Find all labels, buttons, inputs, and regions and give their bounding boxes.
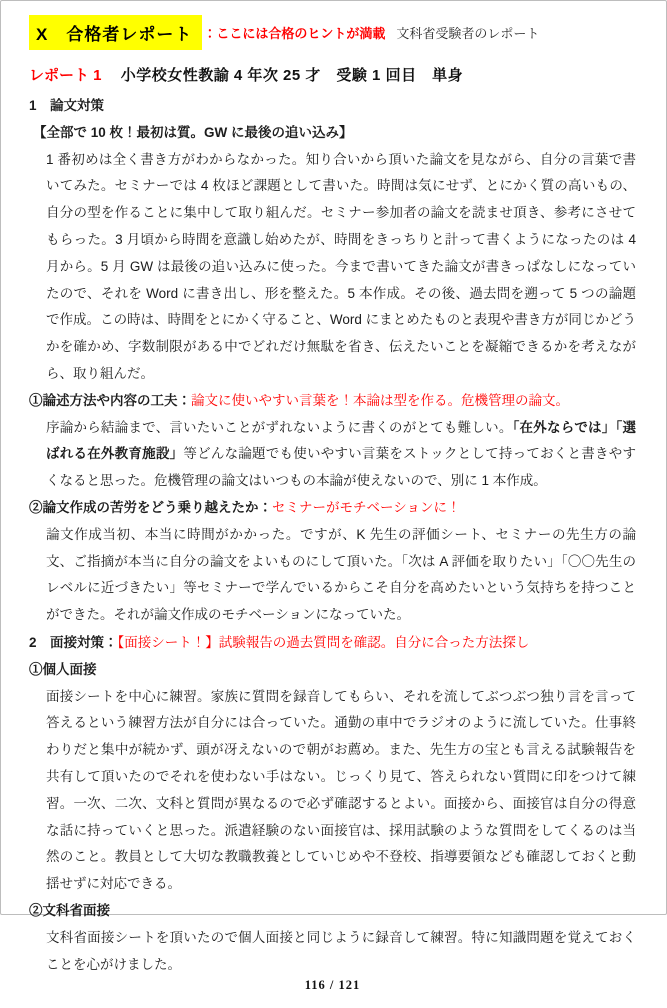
page-number: 116 / 121 (304, 978, 361, 993)
text-segment-bold: ①個人面接 (29, 661, 97, 677)
method-paragraph (46, 415, 636, 495)
page-title (29, 15, 636, 50)
point-1-method-heading (29, 388, 636, 415)
essay-summary-heading (33, 120, 636, 147)
text-segment-bold: 「在外ならでは」「選ばれる在外教育施設」 (46, 419, 636, 462)
text-segment-red: セミナーがモチベーションに！ (272, 499, 461, 515)
text-segment-bold: ①論述方法や内容の工夫： (29, 392, 191, 408)
mext-interview-paragraph (46, 925, 636, 979)
text-segment-plain: 文科省面接シートを頂いたので個人面接と同じように録音して練習。特に知識問題を覚えておくことを心がけました。 (46, 929, 636, 972)
report-header (29, 64, 636, 85)
section-1-essay-heading (29, 93, 636, 120)
text-segment-plain: 1 番初めは全く書き方がわからなかった。知り合いから頂いた論文を見ながら、自分の言葉で書いてみた。セミナーでは 4 枚ほど課題として書いた。時間は気にせず、とにかく質の高いもの、自分の型を作ることに集中して取り組んだ。セミナー参加者の論文を読ませ頂き、参考にさせてもらった。3 月頃から時間を意識し始めたが、時間をきっちりと計って書くようになったのは 4 月から。5 月 GW は最後の追い込みに使った。今まで書いてきた論文が書きっぱなしになっていたので、それを Word に書き出し、形を整えた。5 本作成。その後、過去問を遡って 5 つの論題で作成。この時は、時間をとにかく守ること、Word にまとめたものと表現や書き方が同じかどうかを確かめ、字数制限がある中でどれだけ無駄を省き、伝えたいことを凝縮できるかを考えながら、取り組んだ。 (46, 151, 636, 381)
essay-paragraph (46, 147, 636, 388)
text-segment-bold: 1 論文対策 (29, 98, 105, 113)
chapter-title-highlighted: X 合格者レポート (29, 15, 202, 50)
text-segment-bold: 【全部で 10 枚！最初は質。GW に最後の追い込み】 (33, 124, 353, 140)
text-segment-plain: 序論から結論まで、言いたいことがずれないように書くのがとても難しい。 (46, 419, 513, 435)
chapter-title-note-red: ：ここには合格のヒントが満載 (203, 26, 386, 41)
text-segment-bold: ②文科省面接 (29, 902, 110, 918)
personal-interview-paragraph (46, 684, 636, 898)
text-segment-red: 論文に使いやすい言葉を！本論は型を作る。危機管理の論文。 (191, 392, 569, 408)
text-segment-bold: 2 面接対策： (29, 634, 118, 650)
chapter-title-note: 文科省受験者のレポート (396, 26, 540, 41)
text-segment-plain: 面接シートを中心に練習。家族に質問を録音してもらい、それを流してぶつぶつ独り言を言って答えるという練習方法が自分には合っていた。通勤の車中でラジオのように流していた。仕事終わりだと集中が続かず、頭が冴えないので朝がお薦め。また、先生方の宝とも言える試験報告を共有して頂いたのでそれを使わない手はない。じっくり見て、答えられない質問に印をつけて練習。一次、二次、文科と質問が異なるので必ず確認するとよい。面接から、面接官は自分の得意な話に持っていくと思った。派遣経験のない面接官は、採用試験のような質問をしてくるのは当然のこと。教員として大切な教職教養としていじめや不登校、指導要領なども確認しておくと動揺せずに対応できる。 (46, 688, 636, 892)
struggle-paragraph (46, 522, 636, 629)
text-segment-red: 【面接シート！】試験報告の過去質問を確認。自分に合った方法探し (117, 634, 530, 650)
point-2-struggle-heading (29, 495, 636, 522)
text-segment-plain: 論文作成当初、本当に時間がかかった。ですが、K 先生の評価シート、セミナーの先生方の論文、ご指摘が本当に自分の論文をよいものにして頂いた。「次は A 評価を取りたい」「〇〇先生のレベルに近づきたい」等セミナーで学んでいるからこそ自分を高めたいという気持ちを持つことができた。それが論文作成のモチベーションになっていた。 (46, 526, 636, 623)
personal-interview-heading (29, 657, 636, 684)
text-segment-plain: 等どんな論題でも使いやすい言葉をストックとして持っておくと書きやすくなると思った。危機管理の論文はいつもの本論が使えないので、別に 1 本作成。 (46, 446, 636, 489)
page-footer (29, 978, 636, 1008)
mext-interview-heading (29, 898, 636, 925)
text-segment-bold: ②論文作成の苦労をどう乗り越えたか： (29, 499, 272, 515)
report-number-label: レポート 1 (29, 67, 102, 84)
report-profile-text: 小学校女性教諭 4 年次 25 才 受験 1 回目 単身 (120, 67, 464, 84)
section-2-interview-heading (29, 630, 636, 657)
report-blocks (29, 92, 636, 978)
